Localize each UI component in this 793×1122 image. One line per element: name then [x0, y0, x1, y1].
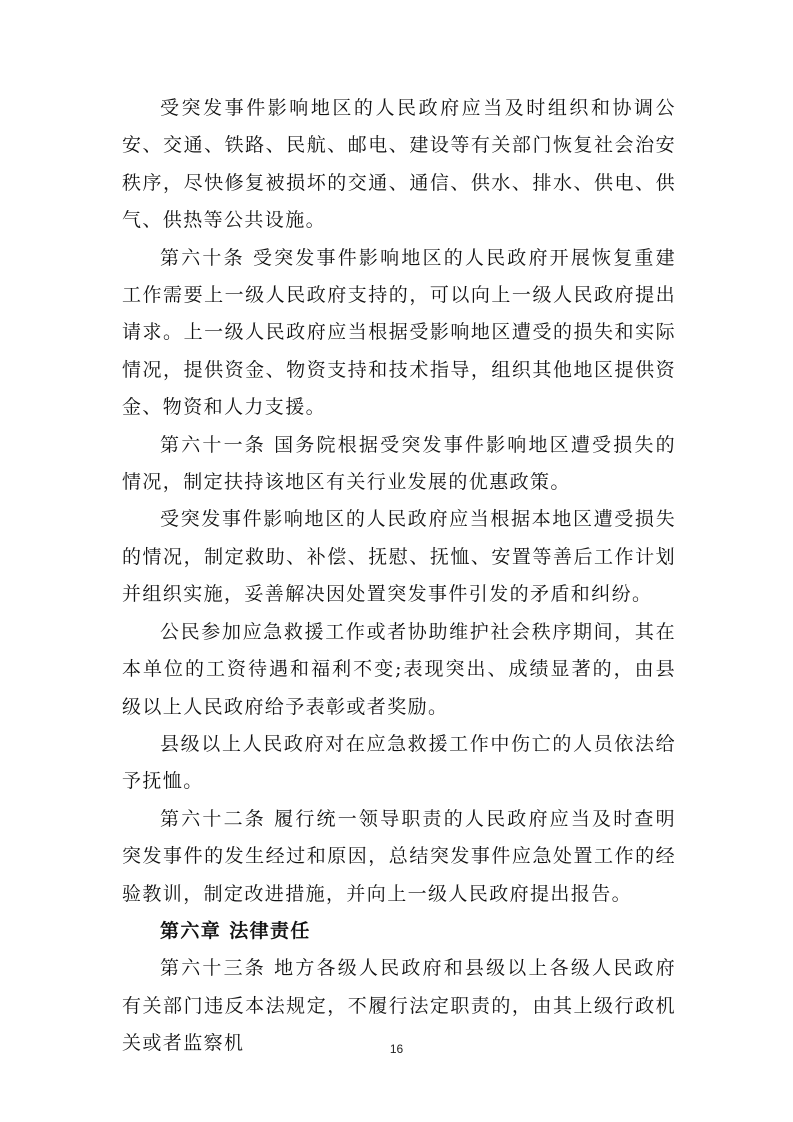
- paragraph-aftermath-plan: 受突发事件影响地区的人民政府应当根据本地区遭受损失的情况，制定救助、补偿、抚慰、抚恤、安置等善后工作计划并组织实施，妥善解决因处置突发事件引发的矛盾和纠纷。: [122, 508, 676, 606]
- paragraph-compensation: 县级以上人民政府对在应急救援工作中伤亡的人员依法给予抚恤。: [122, 732, 676, 793]
- paragraph-article-63: 第六十三条 地方各级人民政府和县级以上各级人民政府有关部门违反本法规定，不履行法定职责的，由其上级行政机关或者监察机: [122, 957, 676, 1055]
- paragraph-article-62: 第六十二条 履行统一领导职责的人民政府应当及时查明突发事件的发生经过和原因，总结突发事件应急处置工作的经验教训，制定改进措施，并向上一级人民政府提出报告。: [122, 807, 676, 905]
- paragraph-restore-order: 受突发事件影响地区的人民政府应当及时组织和协调公安、交通、铁路、民航、邮电、建设等有关部门恢复社会治安秩序，尽快修复被损坏的交通、通信、供水、排水、供电、供气、供热等公共设施。: [122, 97, 676, 232]
- document-body: [122, 90, 676, 1063]
- paragraph-article-61: 第六十一条 国务院根据受突发事件影响地区遭受损失的情况，制定扶持该地区有关行业发展的优惠政策。: [122, 433, 676, 494]
- chapter-heading: 第六章 法律责任: [160, 919, 311, 942]
- paragraph-article-60: 第六十条 受突发事件影响地区的人民政府开展恢复重建工作需要上一级人民政府支持的，可以向上一级人民政府提出请求。上一级人民政府应当根据受影响地区遭受的损失和实际情况，提供资金、物资支持和技术指导，组织其他地区提供资金、物资和人力支援。: [122, 246, 676, 419]
- paragraph-citizen-rescue: 公民参加应急救援工作或者协助维护社会秩序期间，其在本单位的工资待遇和福利不变;表现突出、成绩显著的，由县级以上人民政府给予表彰或者奖励。: [122, 620, 676, 718]
- page-number: 16: [389, 1042, 404, 1056]
